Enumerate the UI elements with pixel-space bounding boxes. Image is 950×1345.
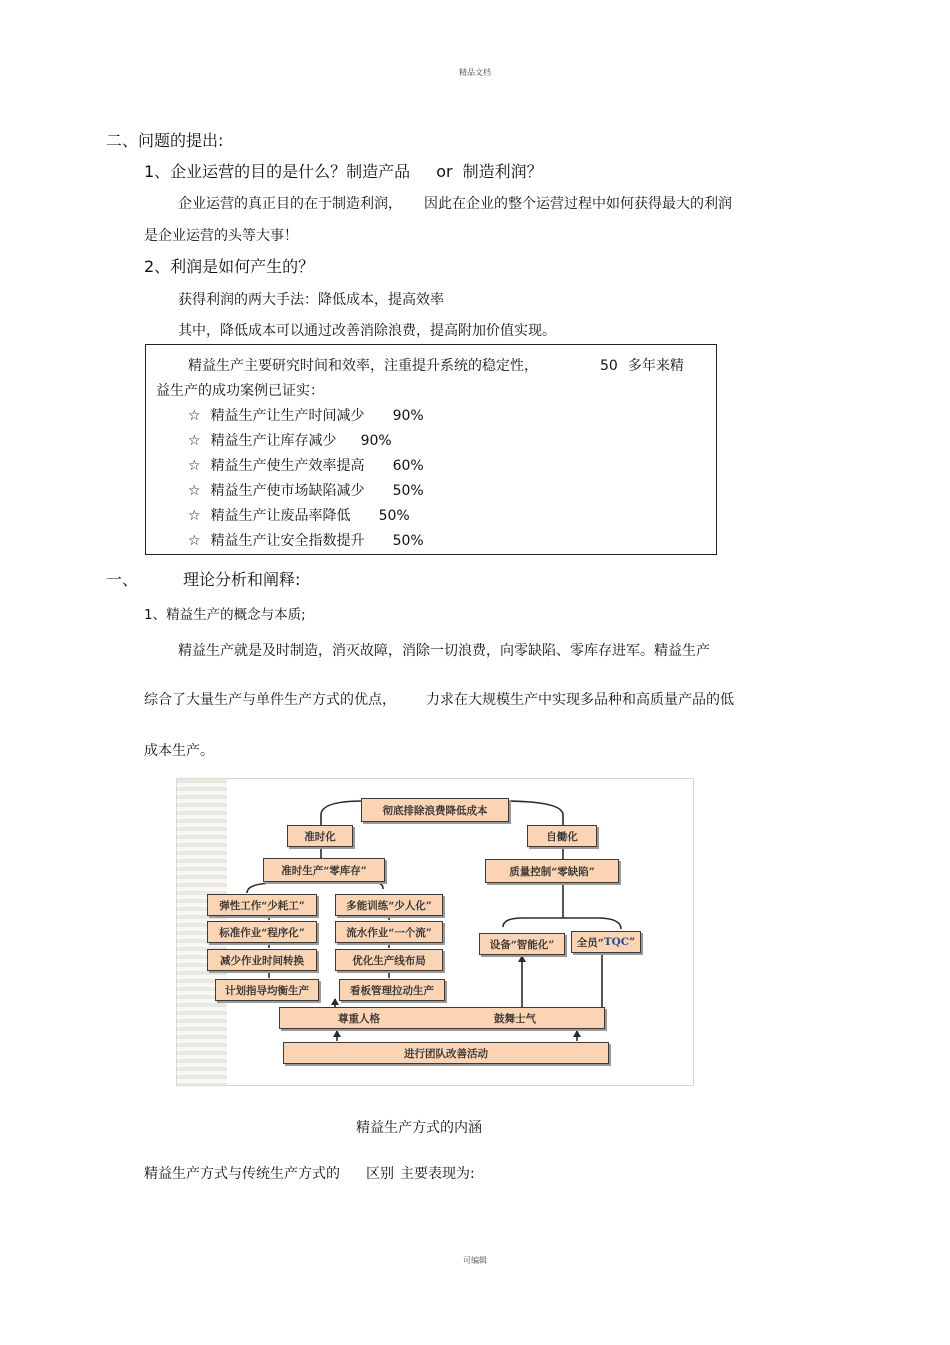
concept-para-line2: 综合了大量生产与单件生产方式的优点， 力求在大规模生产中实现多品种和高质量产品的低	[144, 692, 734, 708]
section-heading-1-num: 一、	[106, 570, 139, 589]
node-setup-reduction: 减少作业时间转换	[207, 949, 317, 971]
star-icon: ☆	[188, 408, 201, 424]
closing-line: 精益生产方式与传统生产方式的 区别 主要表现为:	[144, 1166, 475, 1182]
callout-item: ☆ 精益生产让库存减少 90%	[188, 433, 392, 449]
node-team-kaizen: 进行团队改善活动	[283, 1042, 609, 1064]
star-icon: ☆	[188, 458, 201, 474]
node-jidoka: 自働化	[527, 825, 597, 847]
concept-para-line3: 成本生产。	[144, 743, 214, 759]
callout-box	[145, 344, 717, 555]
callout-item: ☆ 精益生产使生产效率提高 60%	[188, 458, 424, 474]
page-footer: 可编辑	[463, 1256, 487, 1265]
callout-item: ☆ 精益生产让生产时间减少 90%	[188, 408, 424, 424]
lean-production-diagram	[176, 778, 694, 1086]
node-jit-zero-inventory: 准时生产“零库存”	[263, 858, 385, 882]
star-icon: ☆	[188, 508, 201, 524]
node-top-goal: 彻底排除浪费降低成本	[361, 798, 509, 822]
node-flexible-work: 弹性工作“少耗工”	[207, 894, 317, 916]
question-2-title: 2、利润是如何产生的？	[144, 257, 315, 276]
node-one-piece-flow: 流水作业“一个流”	[335, 921, 443, 943]
callout-intro-line1: 精益生产主要研究时间和效率，注重提升系统的稳定性， 50 多年来精	[188, 358, 684, 374]
star-icon: ☆	[188, 433, 201, 449]
subsection-title: 1、精益生产的概念与本质;	[144, 607, 306, 623]
node-total-quality-control: 全员“ TQC ”	[571, 931, 641, 953]
callout-intro-line2: 益生产的成功案例已证实：	[156, 383, 324, 399]
star-icon: ☆	[188, 533, 201, 549]
page-header: 精品文档	[459, 68, 491, 77]
star-icon: ☆	[188, 483, 201, 499]
callout-item: ☆ 精益生产使市场缺陷减少 50%	[188, 483, 424, 499]
question-1-title: 1、企业运营的目的是什么？制造产品 or 制造利润？	[144, 162, 543, 181]
node-level-production: 计划指导均衡生产	[215, 979, 319, 1001]
question-1-para-line2: 是企业运营的头等大事！	[144, 228, 298, 244]
node-smart-equipment: 设备“智能化”	[479, 933, 565, 955]
node-foundation-respect: 尊重人格 鼓舞士气	[279, 1007, 605, 1029]
node-kanban-pull: 看板管理拉动生产	[339, 979, 445, 1001]
node-quality-zero-defect: 质量控制“零缺陷”	[485, 859, 619, 883]
question-2-line1: 获得利润的两大手法：降低成本，提高效率	[178, 292, 444, 308]
node-standard-work: 标准作业“程序化”	[207, 921, 317, 943]
question-2-line2: 其中，降低成本可以通过改善消除浪费，提高附加价值实现。	[178, 323, 556, 339]
concept-para-line1: 精益生产就是及时制造，消灭故障，消除一切浪费，向零缺陷、零库存进军。精益生产	[178, 643, 710, 659]
node-line-layout: 优化生产线布局	[335, 949, 443, 971]
node-jit: 准时化	[287, 825, 353, 847]
section-heading-1-title: 理论分析和阐释:	[183, 570, 301, 589]
diagram-caption: 精益生产方式的内涵	[356, 1120, 482, 1136]
node-multi-skill: 多能训练“少人化”	[335, 894, 443, 916]
section-heading-2: 二、问题的提出:	[106, 131, 224, 150]
callout-item: ☆ 精益生产让废品率降低 50%	[188, 508, 410, 524]
callout-item: ☆ 精益生产让安全指数提升 50%	[188, 533, 424, 549]
question-1-para-line1: 企业运营的真正目的在于制造利润， 因此在企业的整个运营过程中如何获得最大的利润	[178, 196, 732, 212]
